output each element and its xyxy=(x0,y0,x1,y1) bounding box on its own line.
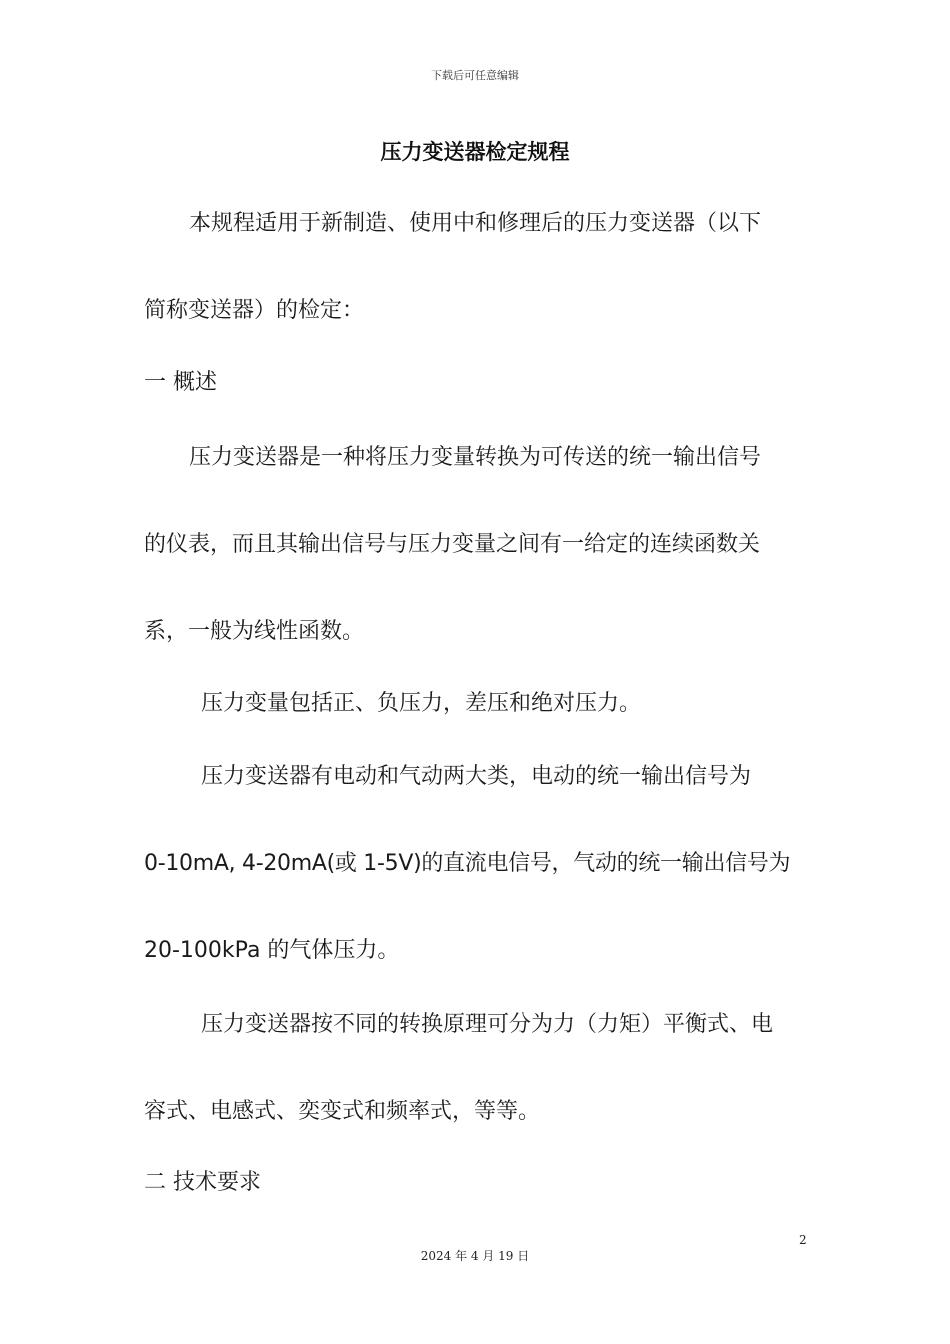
page-header: 下载后可任意编辑 xyxy=(431,69,519,82)
paragraph-line: 简称变送器）的检定： xyxy=(144,298,365,323)
paragraph-line: 压力变送器有电动和气动两大类，电动的统一输出信号为 xyxy=(201,764,752,789)
paragraph-line: 本规程适用于新制造、使用中和修理后的压力变送器（以下 xyxy=(189,211,762,236)
paragraph-line: 20-100kPa 的气体压力。 xyxy=(144,938,400,963)
document-title: 压力变送器检定规程 xyxy=(380,140,570,164)
paragraph-line: 压力变送器按不同的转换原理可分为力（力矩）平衡式、电 xyxy=(201,1012,774,1037)
footer-date: 2024 年 4 月 19 日 xyxy=(420,1249,530,1263)
paragraph-line: 容式、电感式、奕变式和频率式，等等。 xyxy=(144,1099,541,1124)
paragraph-line: 的仪表，而且其输出信号与压力变量之间有一给定的连续函数关 xyxy=(144,532,761,557)
paragraph-line: 压力变量包括正、负压力，差压和绝对压力。 xyxy=(201,691,642,716)
paragraph-line: 压力变送器是一种将压力变量转换为可传送的统一输出信号 xyxy=(189,445,762,470)
paragraph-line: 0-10mA, 4-20mA(或 1-5V)的直流电信号，气动的统一输出信号为 xyxy=(144,851,791,876)
paragraph-line: 系，一般为线性函数。 xyxy=(144,619,365,644)
section-heading-overview: 一 概述 xyxy=(144,370,217,395)
page-number: 2 xyxy=(799,1233,807,1247)
section-heading-technical-requirements: 二 技术要求 xyxy=(144,1170,261,1195)
